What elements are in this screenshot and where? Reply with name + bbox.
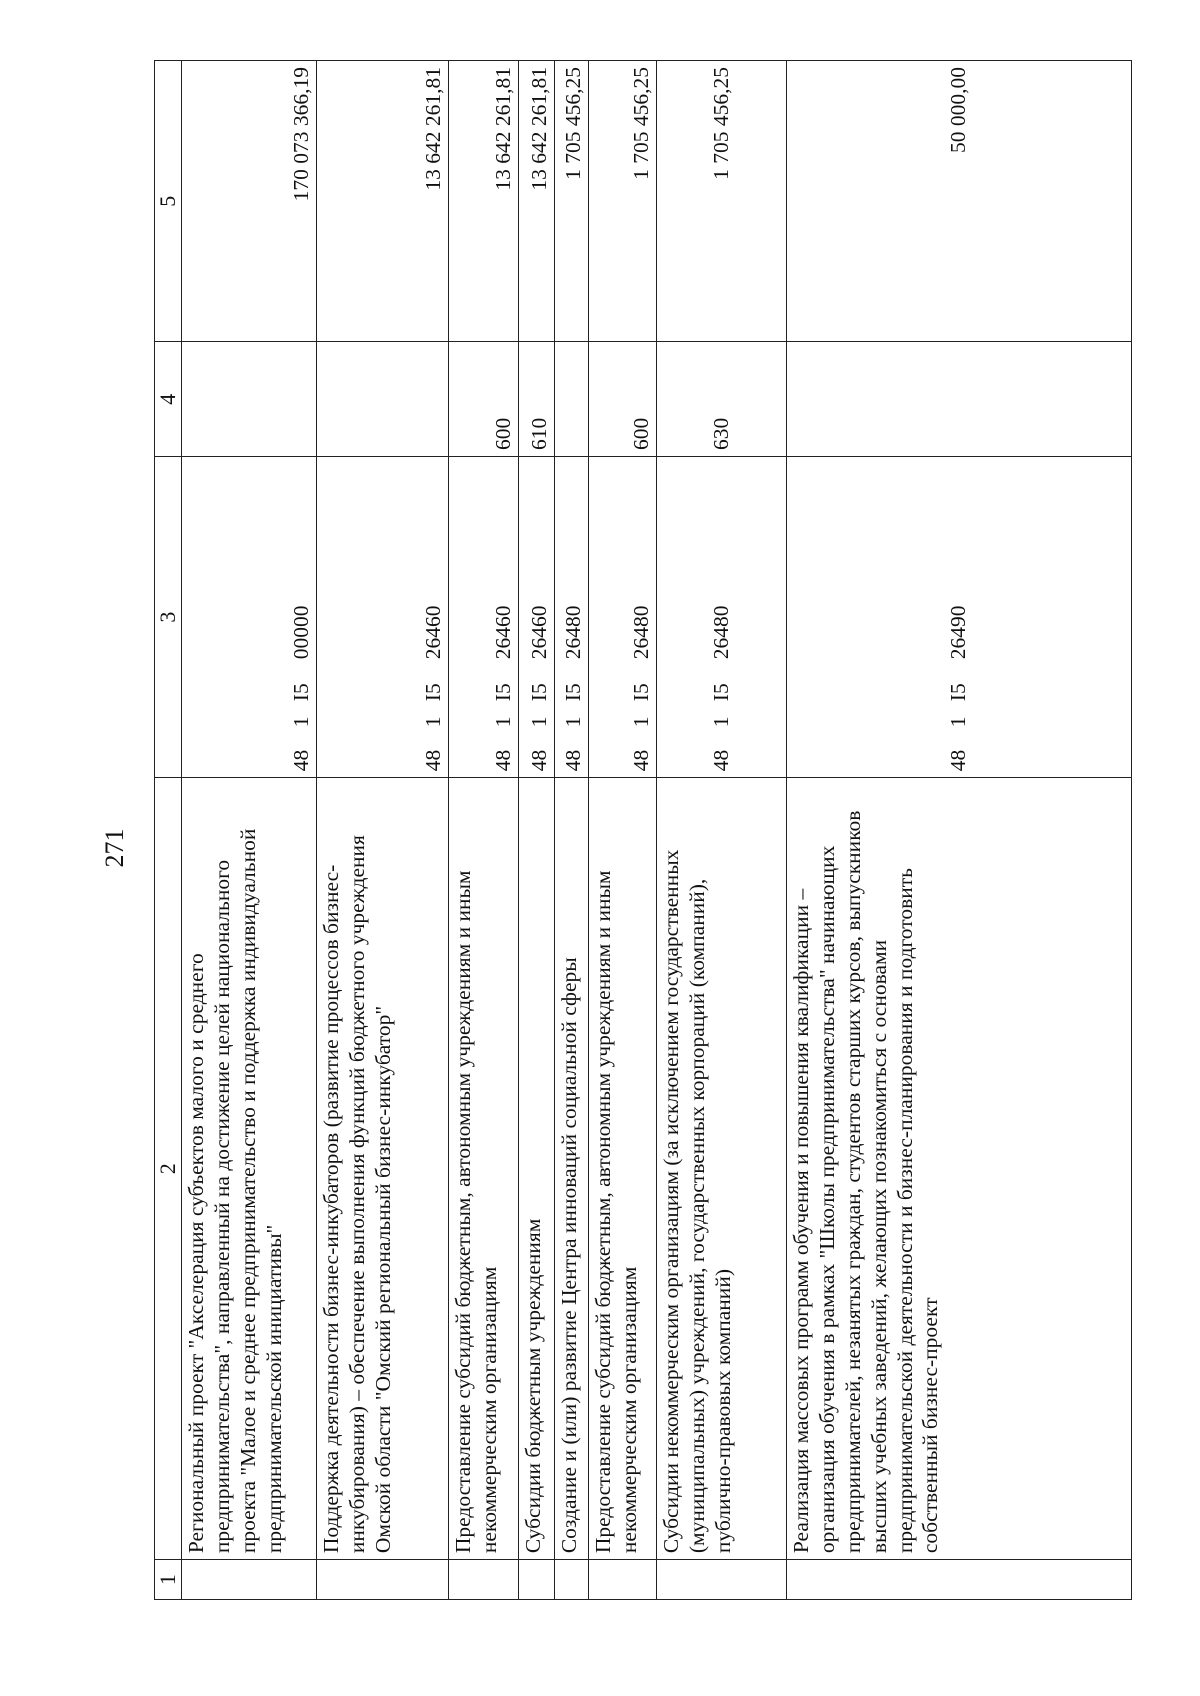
row-description: Предоставление субсидий бюджетным, автономным учреждениям и иным некоммерческим организациям	[449, 778, 519, 1560]
budget-table	[154, 60, 1132, 1600]
table-row	[449, 61, 519, 1600]
row-number-cell	[589, 1560, 657, 1600]
header-col-1: 1	[155, 1560, 182, 1600]
row-expense-type	[182, 342, 317, 457]
table-row	[657, 61, 787, 1600]
table-row	[182, 61, 317, 1600]
row-expense-type	[787, 342, 1132, 457]
row-expense-type: 600	[589, 342, 657, 457]
row-code: 481I526460	[317, 456, 449, 777]
row-description: Создание и (или) развитие Центра инноваций социальной сферы	[555, 778, 589, 1560]
budget-table-wrapper	[154, 60, 1132, 1600]
row-amount: 1 705 456,25	[589, 61, 657, 342]
table-row	[555, 61, 589, 1600]
row-code: 481I526480	[555, 456, 589, 777]
row-amount: 13 642 261,81	[449, 61, 519, 342]
table-row	[317, 61, 449, 1600]
header-col-4: 4	[155, 342, 182, 457]
row-number-cell	[787, 1560, 1132, 1600]
row-number-cell	[317, 1560, 449, 1600]
row-description: Субсидии некоммерческим организациям (за исключением государственных (муниципальных) учреждений, государственных корпораций (компаний), публично-правовых компаний)	[657, 778, 787, 1560]
row-description: Реализация массовых программ обучения и повышения квалификации – организация обучения в рамках "Школы предпринимательства" начинающих предпринимателей, незанятых граждан, студентов старших курсов, выпускников высших учебных заведений, желающих познакомиться с основами предпринимательской деятельности и бизнес-планирования и подготовить собственный бизнес-проект	[787, 778, 1132, 1560]
row-number-cell	[182, 1560, 317, 1600]
row-amount: 1 705 456,25	[555, 61, 589, 342]
row-amount: 170 073 366,19	[182, 61, 317, 342]
row-number-cell	[449, 1560, 519, 1600]
row-description: Региональный проект "Акселерация субъектов малого и среднего предпринимательства", направленный на достижение целей национального проекта "Малое и среднее предпринимательство и поддержка индивидуальной предпринимательской инициативы"	[182, 778, 317, 1560]
header-col-2: 2	[155, 778, 182, 1560]
row-amount: 13 642 261,81	[317, 61, 449, 342]
header-col-3: 3	[155, 456, 182, 777]
row-amount: 13 642 261,81	[519, 61, 555, 342]
row-expense-type	[555, 342, 589, 457]
row-code: 481I526480	[589, 456, 657, 777]
row-description: Субсидии бюджетным учреждениям	[519, 778, 555, 1560]
row-number-cell	[519, 1560, 555, 1600]
row-code: 481I526480	[657, 456, 787, 777]
header-row	[155, 61, 182, 1600]
row-code: 481I526460	[449, 456, 519, 777]
row-expense-type: 610	[519, 342, 555, 457]
row-description: Поддержка деятельности бизнес-инкубаторов (развитие процессов бизнес-инкубирования) – обеспечение выполнения функций бюджетного учреждения Омской области "Омский региональный бизнес-инкубатор"	[317, 778, 449, 1560]
row-code: 481I500000	[182, 456, 317, 777]
row-description: Предоставление субсидий бюджетным, автономным учреждениям и иным некоммерческим организациям	[589, 778, 657, 1560]
row-expense-type	[317, 342, 449, 457]
table-row	[589, 61, 657, 1600]
row-number-cell	[555, 1560, 589, 1600]
table-row	[519, 61, 555, 1600]
header-col-5: 5	[155, 61, 182, 342]
page-number: 271	[100, 828, 129, 868]
row-amount: 50 000,00	[787, 61, 1132, 342]
row-expense-type: 600	[449, 342, 519, 457]
row-code: 481I526490	[787, 456, 1132, 777]
table-row	[787, 61, 1132, 1600]
row-expense-type: 630	[657, 342, 787, 457]
row-amount: 1 705 456,25	[657, 61, 787, 342]
row-code: 481I526460	[519, 456, 555, 777]
row-number-cell	[657, 1560, 787, 1600]
